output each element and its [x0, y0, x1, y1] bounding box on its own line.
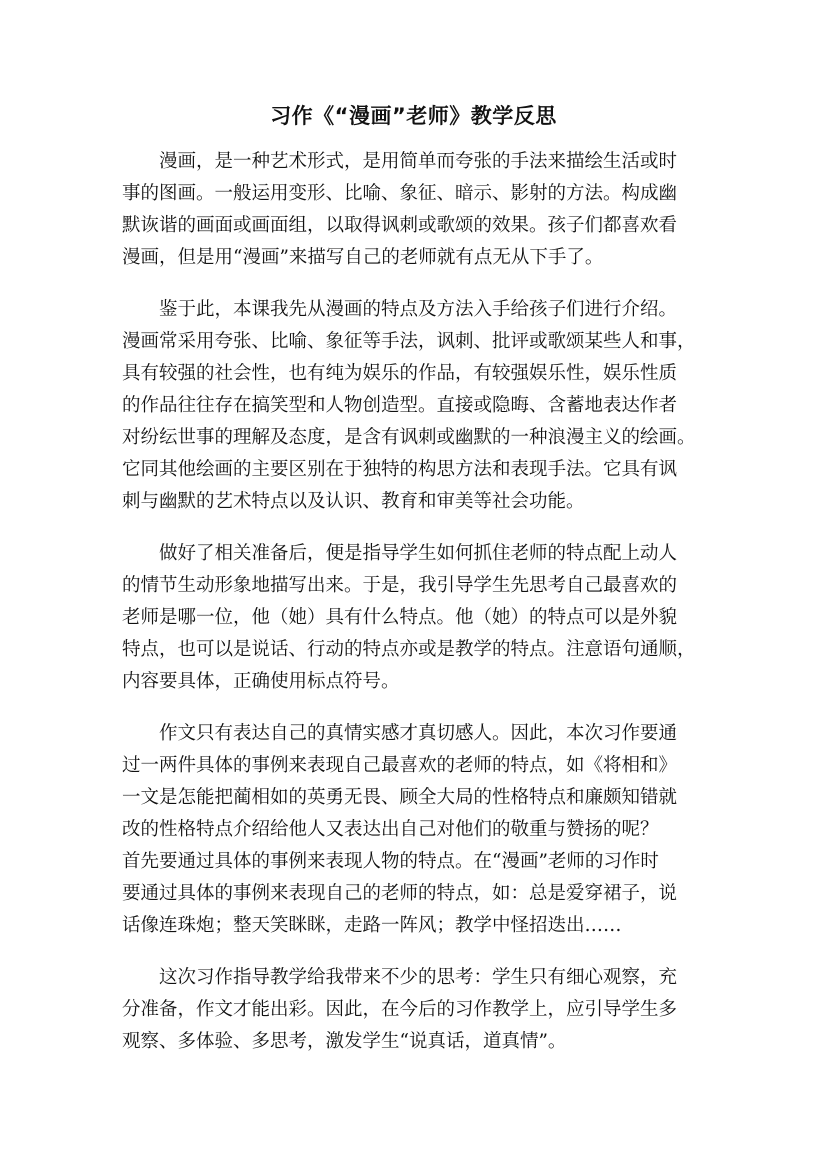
text-line: 具有较强的社会性，也有纯为娱乐的作品，有较强娱乐性，娱乐性质 [122, 363, 678, 384]
text-line: 话像连珠炮；整天笑眯眯，走路一阵风；教学中怪招迭出…… [122, 915, 622, 936]
text-line: 事的图画。一般运用变形、比喻、象征、暗示、影射的方法。构成幽 [122, 183, 678, 204]
text-line: 首先要通过具体的事例来表现人物的特点。在“漫画”老师的习作时 [122, 851, 659, 872]
text-line: 漫画常采用夸张、比喻、象征等手法，讽刺、批评或歌颂某些人和事， [122, 331, 696, 352]
text-line: 观察、多体验、多思考，激发学生“说真话，道真情”。 [122, 1031, 567, 1052]
text-line: 老师是哪一位，他（她）具有什么特点。他（她）的特点可以是外貌 [122, 607, 678, 628]
text-line: 要通过具体的事例来表现自己的老师的特点，如：总是爱穿裙子，说 [122, 883, 678, 904]
paragraph-1 [122, 146, 704, 274]
paragraph-2 [122, 294, 704, 518]
document-body [122, 146, 704, 1078]
text-line: 这次习作指导教学给我带来不少的思考：学生只有细心观察，充 [159, 967, 678, 988]
text-line: 漫画，是一种艺术形式，是用简单而夸张的手法来描绘生活或时 [159, 151, 678, 172]
text-line: 漫画，但是用“漫画”来描写自己的老师就有点无从下手了。 [122, 247, 604, 268]
text-line: 鉴于此，本课我先从漫画的特点及方法入手给孩子们进行介绍。 [159, 299, 678, 320]
text-line: 改的性格特点介绍给他人又表达出自己对他们的敬重与赞扬的呢？ [122, 819, 659, 840]
text-line: 过一两件具体的事例来表现自己最喜欢的老师的特点，如《将相和》 [122, 755, 678, 776]
text-line: 作文只有表达自己的真情实感才真切感人。因此，本次习作要通 [159, 723, 678, 744]
paragraph-5 [122, 962, 704, 1058]
text-line: 默诙谐的画面或画面组，以取得讽刺或歌颂的效果。孩子们都喜欢看 [122, 215, 678, 236]
text-line: 它同其他绘画的主要区别在于独特的构思方法和表现手法。它具有讽 [122, 459, 678, 480]
text-line: 做好了相关准备后，便是指导学生如何抓住老师的特点配上动人 [159, 543, 678, 564]
text-line: 的作品往往存在搞笑型和人物创造型。直接或隐晦、含蓄地表达作者 [122, 395, 678, 416]
text-line: 内容要具体，正确使用标点符号。 [122, 671, 400, 692]
paragraph-4 [122, 718, 704, 942]
text-line: 的情节生动形象地描写出来。于是，我引导学生先思考自己最喜欢的 [122, 575, 678, 596]
paragraph-3 [122, 538, 704, 698]
page-title: 习作《“漫画”老师》教学反思 [270, 104, 557, 128]
text-line: 分准备，作文才能出彩。因此，在今后的习作教学上，应引导学生多 [122, 999, 678, 1020]
text-line: 对纷纭世事的理解及态度，是含有讽刺或幽默的一种浪漫主义的绘画。 [122, 427, 696, 448]
text-line: 特点，也可以是说话、行动的特点亦或是教学的特点。注意语句通顺， [122, 639, 696, 660]
text-line: 刺与幽默的艺术特点以及认识、教育和审美等社会功能。 [122, 491, 585, 512]
text-line: 一文是怎能把蔺相如的英勇无畏、顾全大局的性格特点和廉颇知错就 [122, 787, 678, 808]
